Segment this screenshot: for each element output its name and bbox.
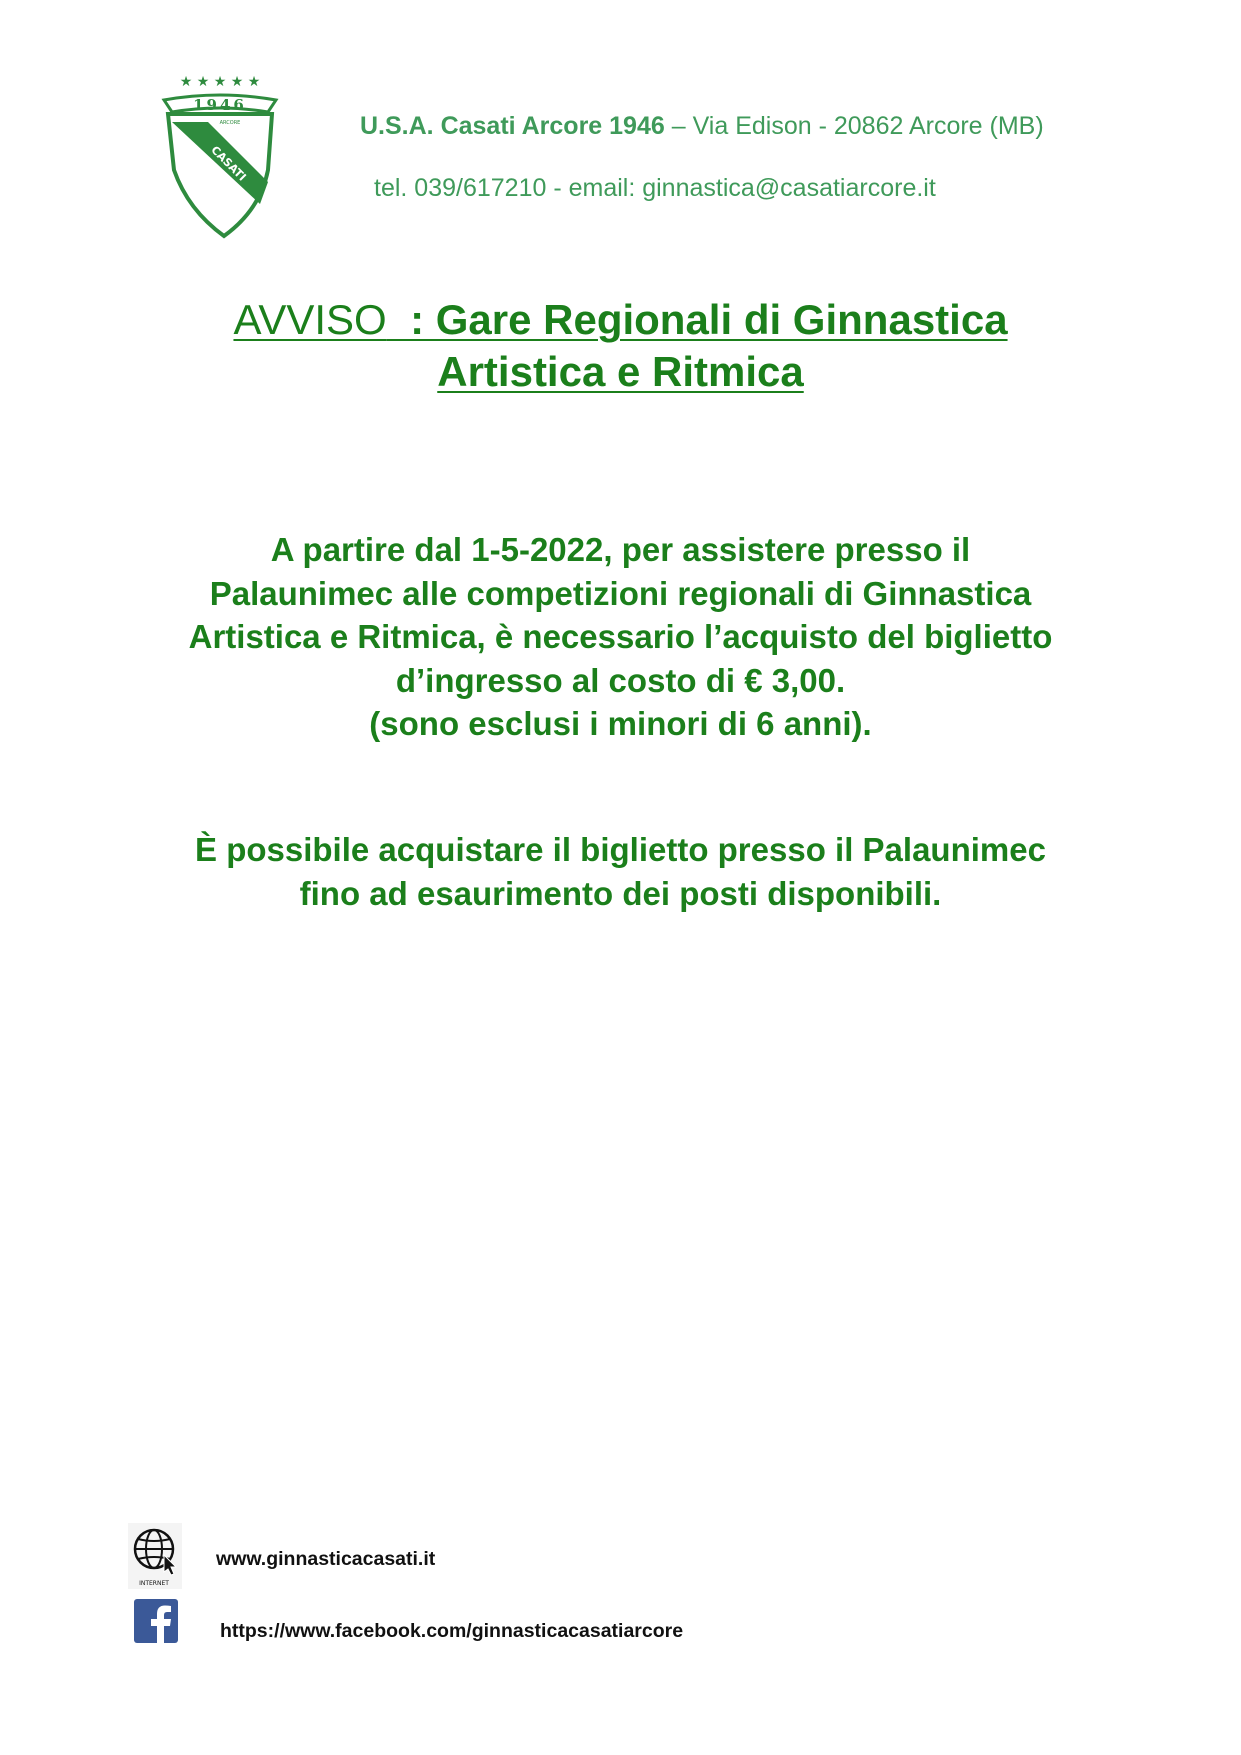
facebook-link[interactable]: https://www.facebook.com/ginnasticacasatiarcore	[220, 1620, 684, 1642]
notice-paragraph-2	[0, 828, 1241, 915]
notice-line: Palaunimec alle competizioni regionali di Ginnastica	[209, 574, 1032, 612]
notice-line: (sono esclusi i minori di 6 anni).	[369, 705, 872, 742]
org-name: U.S.A. Casati Arcore 1946	[360, 112, 665, 140]
logo-text: CASATI	[208, 143, 249, 184]
notice-line: A partire dal 1-5-2022, per assistere presso il	[270, 531, 971, 568]
title-line-2: Artistica e Ritmica	[437, 348, 804, 395]
header-org-line	[360, 112, 1044, 141]
facebook-icon[interactable]	[134, 1599, 178, 1643]
internet-label: INTERNET	[139, 1580, 169, 1587]
logo-stars: ★ ★ ★ ★ ★	[179, 74, 261, 90]
notice-line: È possibile acquistare il biglietto presso il Palaunimec	[195, 831, 1046, 868]
globe-icon	[128, 1523, 182, 1589]
page-title	[0, 294, 1241, 398]
notice-line: Artistica e Ritmica, è necessario l’acquisto del biglietto	[188, 618, 1053, 655]
logo-year: 1946	[193, 96, 247, 114]
notice-line: d’ingresso al costo di € 3,00.	[395, 661, 846, 699]
website-link[interactable]: www.ginnasticacasati.it	[216, 1548, 436, 1570]
header-contact-line: tel. 039/617210 - email: ginnastica@casatiarcore.it	[374, 174, 936, 202]
club-logo	[150, 70, 290, 245]
title-line-1-rest: : Gare Regionali di Ginnastica	[386, 296, 1008, 343]
org-address: – Via Edison - 20862 Arcore (MB)	[664, 112, 1044, 140]
notice-line: fino ad esaurimento dei posti disponibili.	[299, 874, 942, 912]
title-line-1	[0, 294, 1241, 346]
notice-paragraph-1	[0, 528, 1241, 746]
logo-small-text: ARCORE	[219, 120, 241, 126]
title-prefix: AVVISO	[233, 296, 387, 343]
